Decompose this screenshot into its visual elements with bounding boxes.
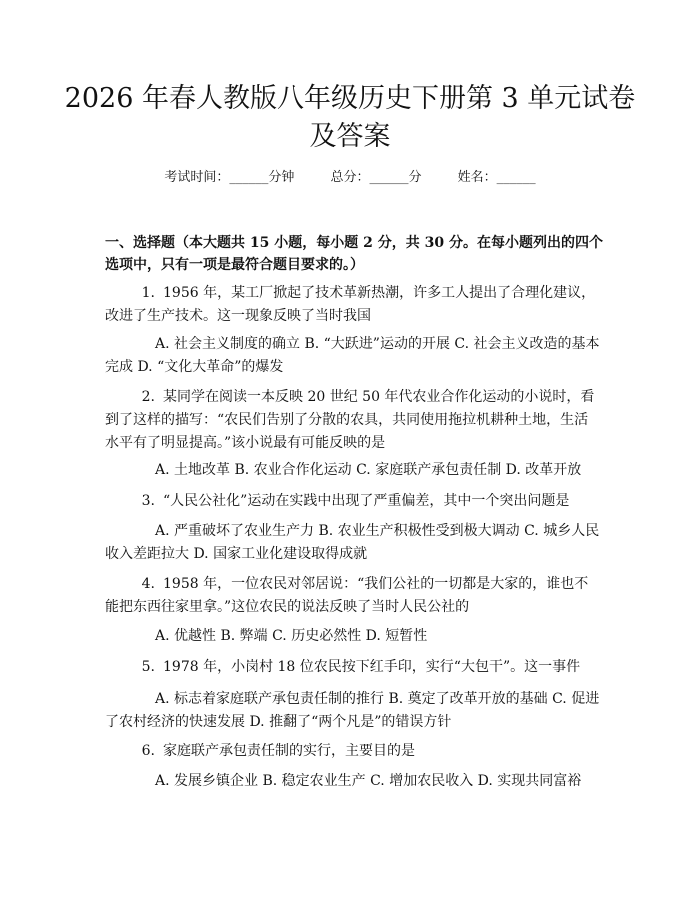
exam-info-line — [0, 168, 700, 188]
question-number: 3. — [141, 493, 155, 509]
question-options: A. 严重破坏了农业生产力 B. 农业生产积极性受到极大调动 C. 城乡人民收入差距拉大 D. 国家工业化建设取得成就 — [105, 523, 600, 562]
question-options: A. 土地改革 B. 农业合作化运动 C. 家庭联产承包责任制 D. 改革开放 — [155, 462, 582, 478]
question-stem — [105, 656, 600, 679]
question-text: 1958 年，一位农民对邻居说：“我们公社的一切都是大家的，谁也不能把东西往家里拿。”这位农民的说法反映了当时人民公社的 — [105, 576, 589, 615]
question-text: “人民公社化”运动在实践中出现了严重偏差，其中一个突出问题是 — [163, 493, 570, 509]
question-number: 5. — [141, 659, 155, 675]
student-name-field: 姓名：______ — [457, 170, 536, 185]
question-stem — [105, 573, 600, 619]
question-number: 1. — [141, 285, 155, 301]
question-text: 1956 年，某工厂掀起了技术革新热潮，许多工人提出了合理化建议，改进了生产技术。这一现象反映了当时我国 — [105, 285, 596, 324]
question-stem — [105, 490, 600, 513]
page-title: 2026 年春人教版八年级历史下册第 3 单元试卷及答案 — [64, 83, 636, 152]
question-stem — [105, 386, 600, 455]
question-stem — [105, 740, 600, 763]
section-heading: 一、选择题（本大题共 15 小题，每小题 2 分，共 30 分。在每小题列出的四个选项中，只有一项是最符合题目要求的。） — [105, 235, 603, 273]
exam-time-field: 考试时间：______分钟 — [164, 170, 295, 185]
question-number: 4. — [141, 576, 155, 592]
question-text: 某同学在阅读一本反映 20 世纪 50 年代农业合作化运动的小说时，看到了这样的描写：“农民们告别了分散的农具，共同使用拖拉机耕种土地，生活水平有了明显提高。”该小说最有可能反映的是 — [105, 389, 595, 451]
question-number: 6. — [141, 743, 155, 759]
question-options: A. 社会主义制度的确立 B. “大跃进”运动的开展 C. 社会主义改造的基本完成 D. “文化大革命”的爆发 — [105, 336, 600, 375]
question-options: A. 优越性 B. 弊端 C. 历史必然性 D. 短暂性 — [155, 628, 428, 644]
question-text: 家庭联产承包责任制的实行，主要目的是 — [163, 743, 415, 759]
total-score-field: 总分：______分 — [330, 170, 422, 185]
question-options: A. 发展乡镇企业 B. 稳定农业生产 C. 增加农民收入 D. 实现共同富裕 — [155, 773, 582, 789]
question-stem — [105, 282, 600, 328]
question-number: 2. — [141, 389, 155, 405]
question-text: 1978 年，小岗村 18 位农民按下红手印，实行“大包干”。这一事件 — [163, 659, 581, 675]
question-options: A. 标志着家庭联产承包责任制的推行 B. 奠定了改革开放的基础 C. 促进了农村经济的快速发展 D. 推翻了“两个凡是”的错误方针 — [105, 691, 600, 730]
